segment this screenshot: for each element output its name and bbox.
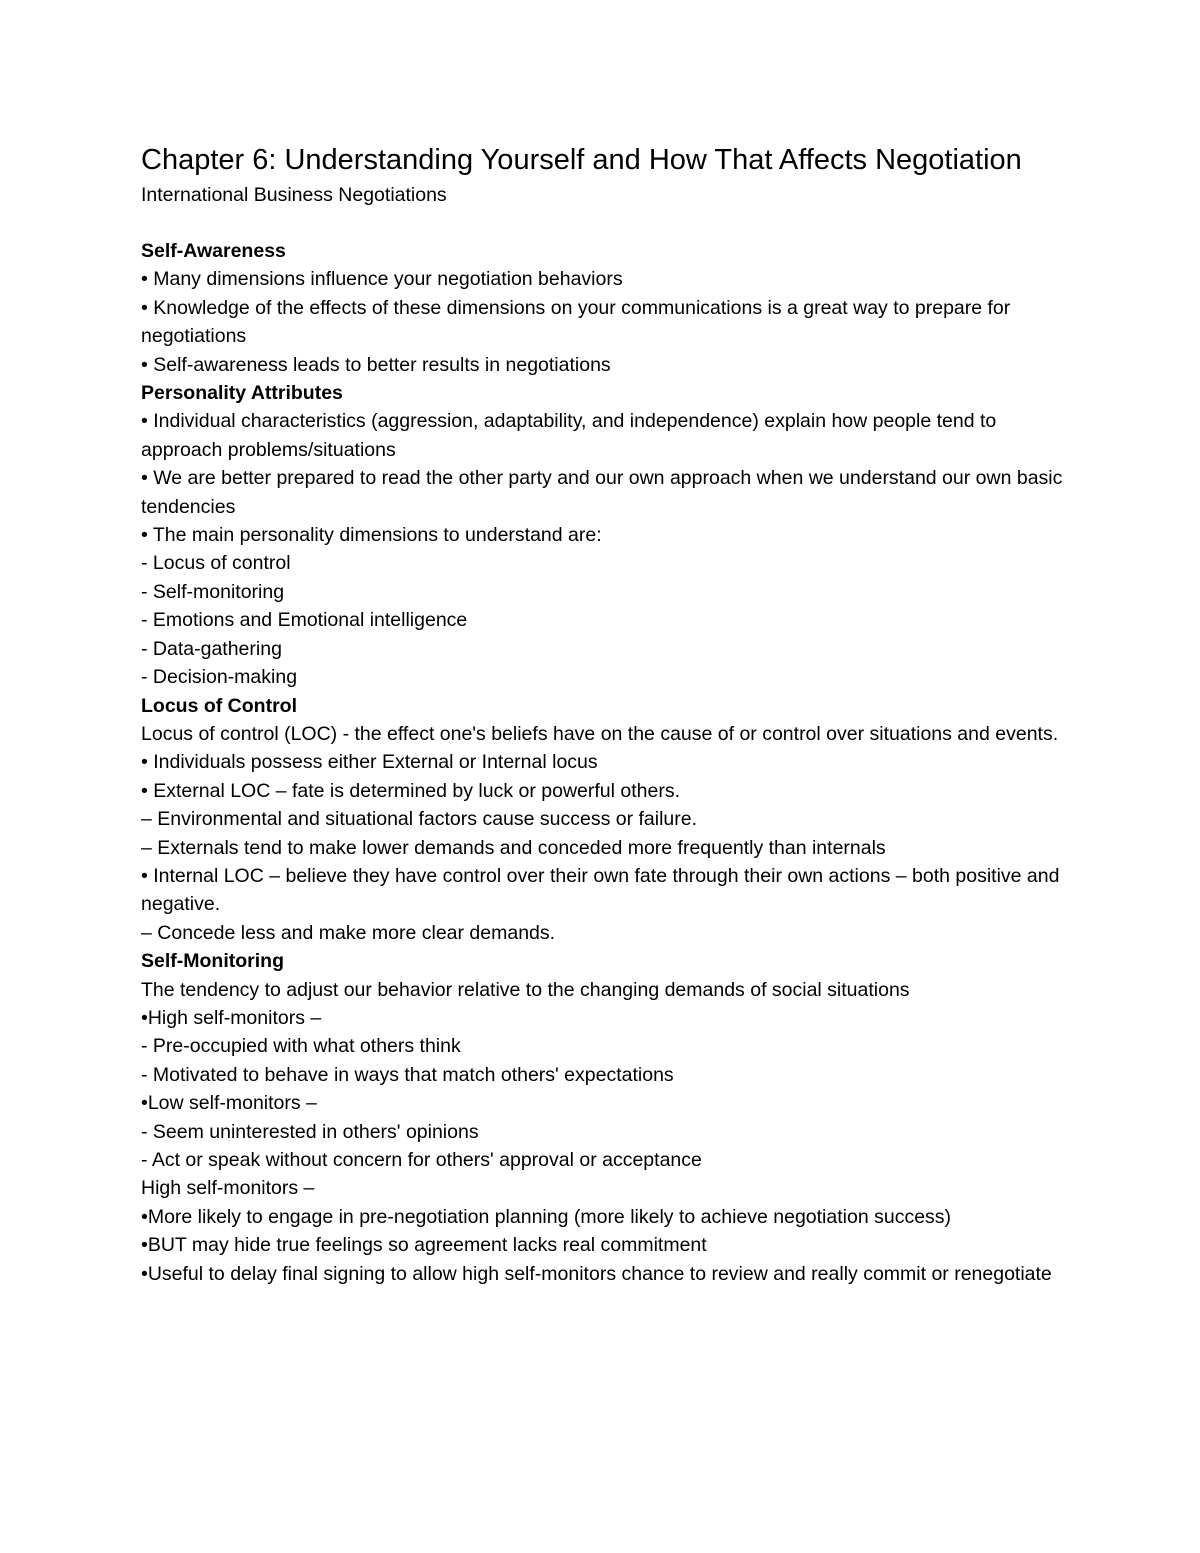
section-heading: Self-Awareness	[141, 240, 286, 262]
body-line: - Pre-occupied with what others think	[141, 1035, 461, 1058]
body-line: - Data-gathering	[141, 637, 282, 660]
body-line: The tendency to adjust our behavior relative to the changing demands of social situations	[141, 978, 910, 1001]
document-content	[141, 140, 1076, 1288]
body-line: – Concede less and make more clear demands.	[141, 921, 556, 944]
body-line: – Externals tend to make lower demands and conceded more frequently than internals	[141, 836, 886, 859]
body-line: • External LOC – fate is determined by luck or powerful others.	[141, 779, 680, 802]
document-title: Chapter 6: Understanding Yourself and How That Affects Negotiation	[141, 144, 1022, 176]
body-line: - Seem uninterested in others' opinions	[141, 1120, 479, 1143]
body-line: - Emotions and Emotional intelligence	[141, 609, 468, 632]
section-heading: Locus of Control	[141, 694, 297, 717]
body-line: - Decision-making	[141, 666, 298, 689]
body-line: – Environmental and situational factors cause success or failure.	[141, 808, 698, 831]
document-body	[141, 237, 1076, 1288]
body-line: Locus of control (LOC) - the effect one's beliefs have on the cause of or control over situations and events.	[141, 722, 1059, 745]
body-line: • Knowledge of the effects of these dimensions on your communications is a great way to prepare for negotiations	[141, 296, 1011, 348]
body-line: • Self-awareness leads to better results in negotiations	[141, 353, 611, 376]
body-line: - Self-monitoring	[141, 580, 285, 603]
body-line: • Many dimensions influence your negotiation behaviors	[141, 268, 623, 291]
section-heading: Personality Attributes	[141, 382, 343, 405]
body-line: •Low self-monitors –	[141, 1092, 317, 1115]
document-subtitle: International Business Negotiations	[141, 184, 447, 206]
body-line: - Motivated to behave in ways that match others' expectations	[141, 1063, 674, 1086]
body-line: •High self-monitors –	[141, 1006, 322, 1029]
body-line: •BUT may hide true feelings so agreement lacks real commitment	[141, 1234, 707, 1257]
body-line: High self-monitors –	[141, 1177, 315, 1200]
body-line: • Internal LOC – believe they have control over their own fate through their own actions – both positive and negative.	[141, 864, 1060, 916]
body-line: • Individual characteristics (aggression, adaptability, and independence) explain how people tend to approach problems/situations	[141, 410, 997, 461]
body-line: • We are better prepared to read the other party and our own approach when we understand our own basic tendencies	[141, 467, 1063, 518]
body-line: • The main personality dimensions to understand are:	[141, 524, 602, 547]
body-line: •Useful to delay final signing to allow high self-monitors chance to review and really commit or renegotiate	[141, 1262, 1052, 1285]
body-line: •More likely to engage in pre-negotiation planning (more likely to achieve negotiation success)	[141, 1205, 952, 1228]
body-line: - Locus of control	[141, 552, 291, 575]
body-line: • Individuals possess either External or Internal locus	[141, 751, 598, 774]
section-heading: Self-Monitoring	[141, 950, 284, 973]
body-line: - Act or speak without concern for others' approval or acceptance	[141, 1149, 702, 1171]
